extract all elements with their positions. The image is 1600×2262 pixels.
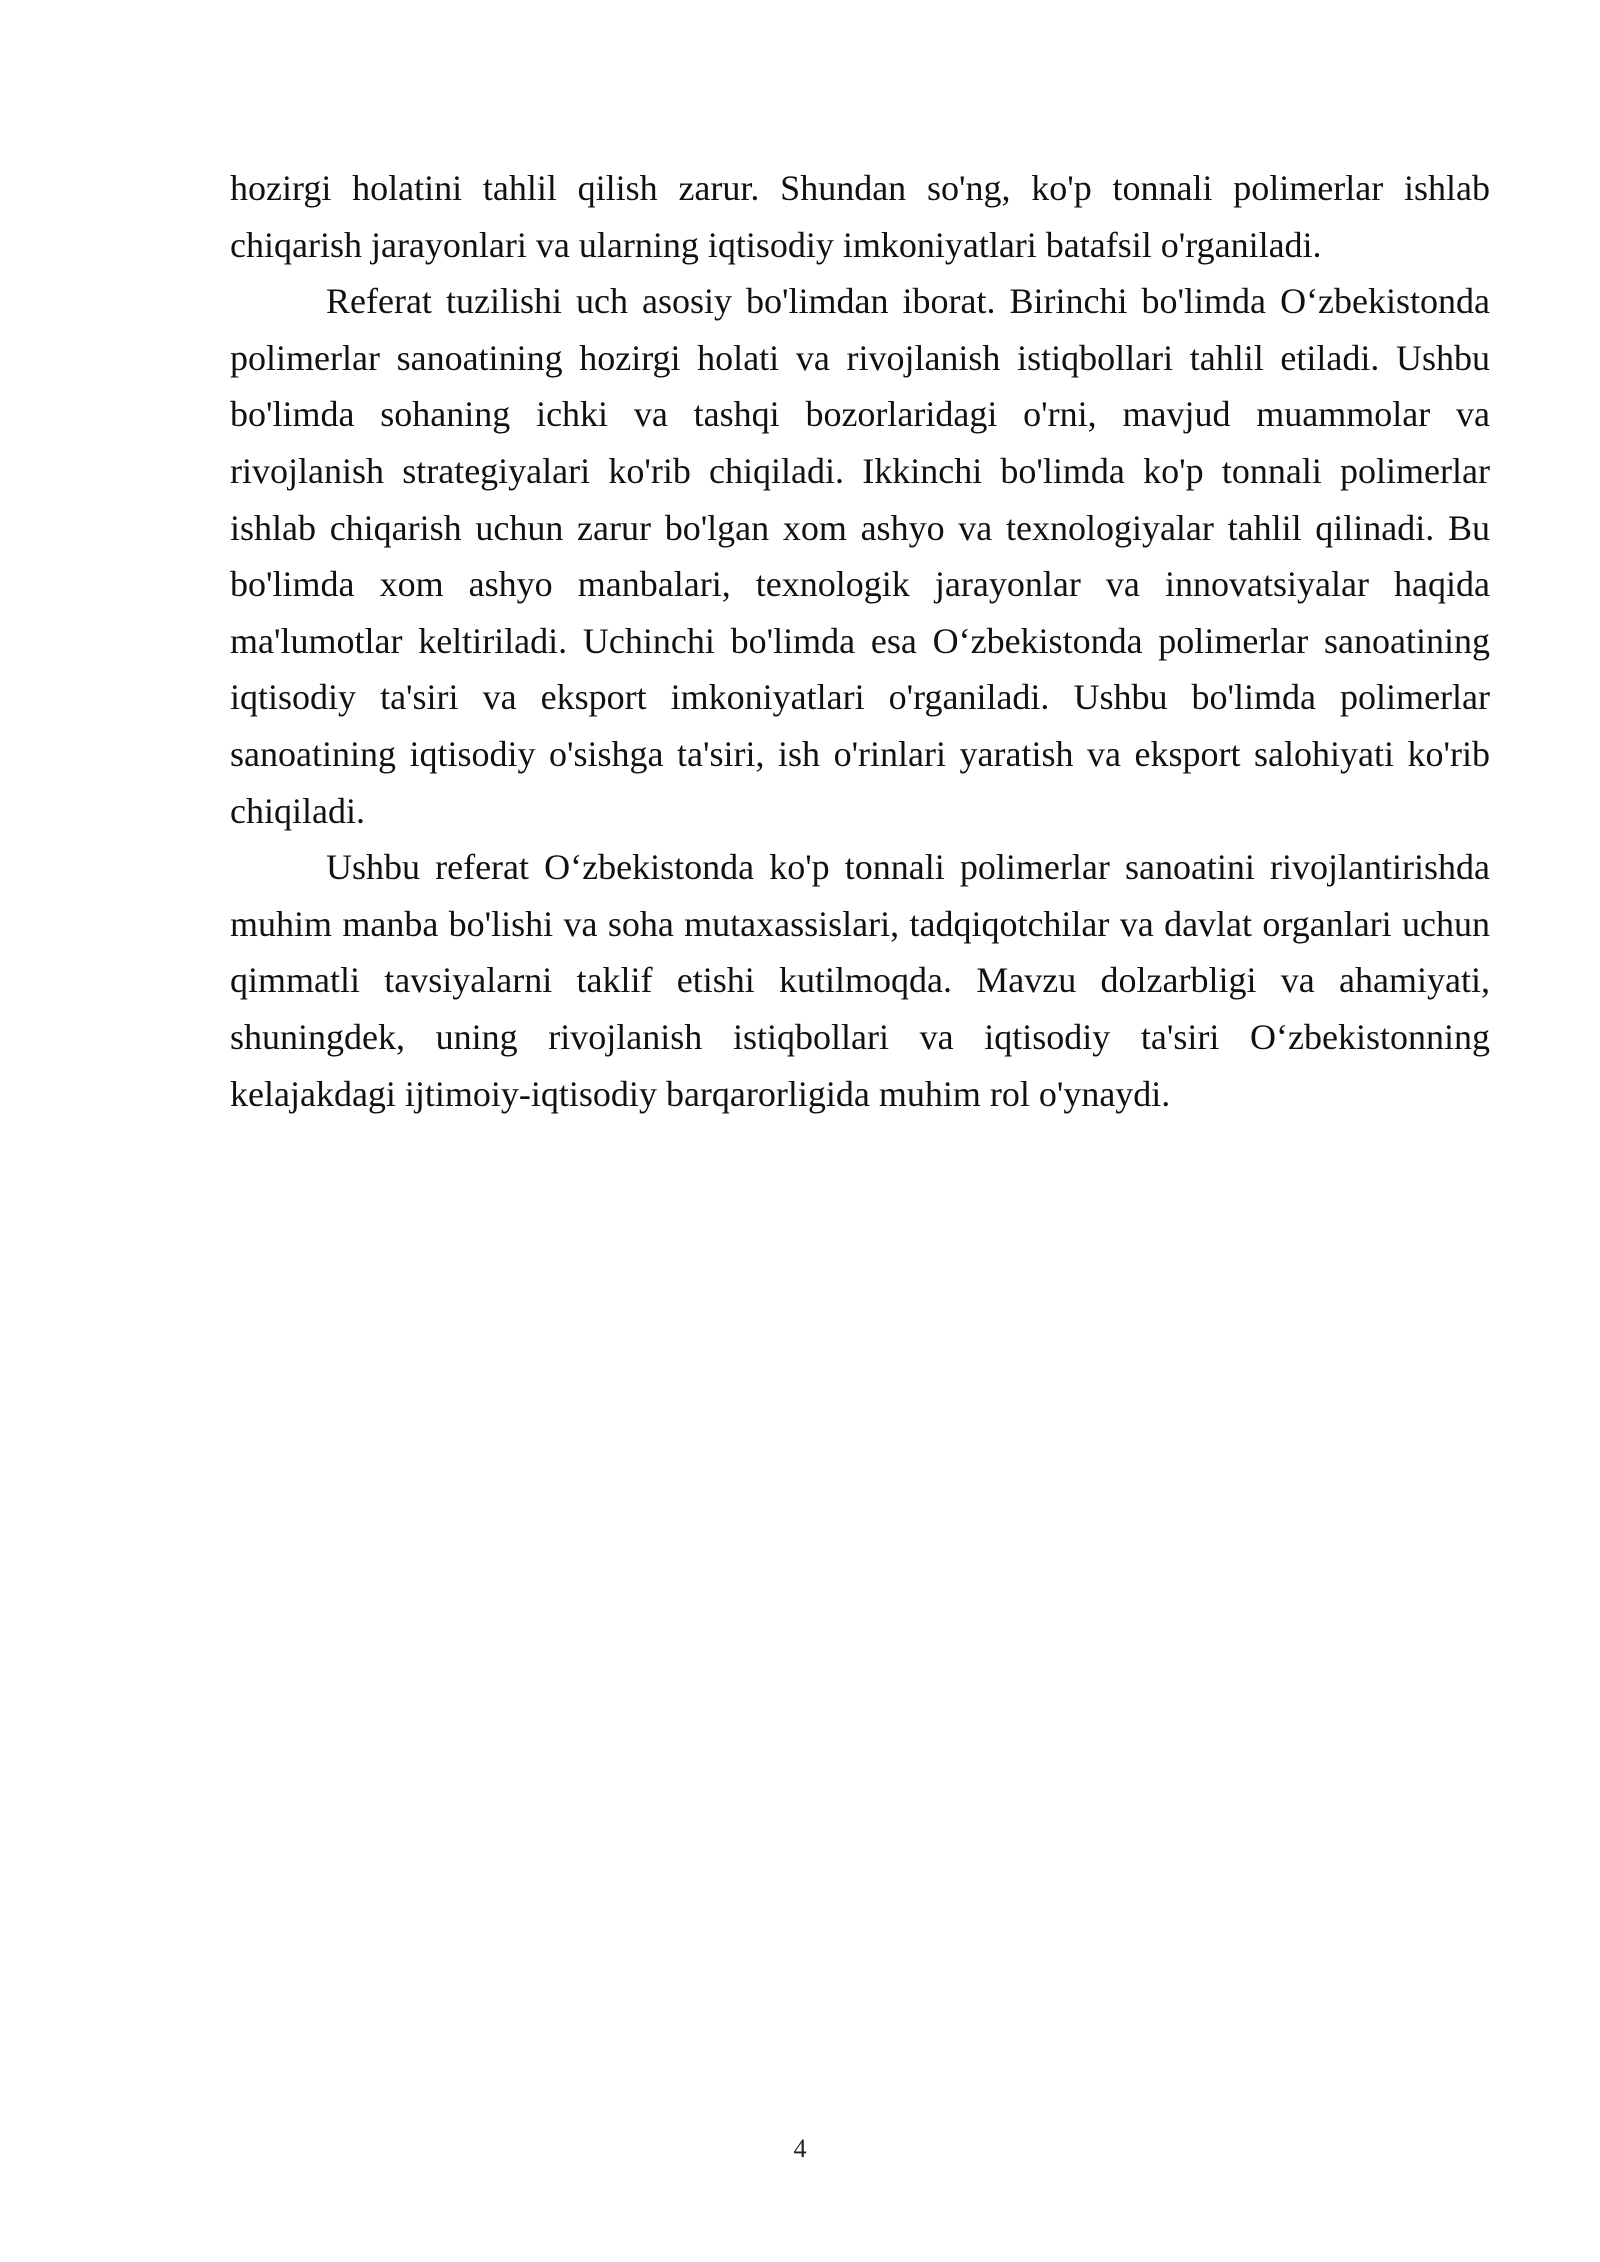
paragraph-conclusion: Ushbu referat O‘zbekistonda ko'p tonnali polimerlar sanoatini rivojlantirishda muhim manba bo'lishi va soha mutaxassislari, tadqiqotchilar va davlat organlari uchun qimmatli tavsiyalarni taklif etishi kutilmoqda. Mavzu dolzarbligi va ahamiyati, shuningdek, uning rivojlanish istiqbollari va iqtisodiy ta'siri O‘zbekistonning kelajakdagi ijtimoiy-iqtisodiy barqarorligida muhim rol o'ynaydi.	[230, 847, 1490, 1114]
body-text	[230, 160, 1490, 1122]
paragraph-continuation: hozirgi holatini tahlil qilish zarur. Shundan so'ng, ko'p tonnali polimerlar ishlab chiqarish jarayonlari va ularning iqtisodiy imkoniyatlari batafsil o'rganiladi.	[230, 168, 1490, 265]
page-number: 4	[793, 2134, 807, 2163]
paragraph-structure: Referat tuzilishi uch asosiy bo'limdan iborat. Birinchi bo'limda O‘zbekistonda polimerlar sanoatining hozirgi holati va rivojlanish istiqbollari tahlil etiladi. Ushbu bo'limda sohaning ichki va tashqi bozorlaridagi o'rni, mavjud muammolar va rivojlanish strategiyalari ko'rib chiqiladi. Ikkinchi bo'limda ko'p tonnali polimerlar ishlab chiqarish uchun zarur bo'lgan xom ashyo va texnologiyalar tahlil qilinadi. Bu bo'limda xom ashyo manbalari, texnologik jarayonlar va innovatsiyalar haqida ma'lumotlar keltiriladi. Uchinchi bo'limda esa O‘zbekistonda polimerlar sanoatining iqtisodiy ta'siri va eksport imkoniyatlari o'rganiladi. Ushbu bo'limda polimerlar sanoatining iqtisodiy o'sishga ta'siri, ish o'rinlari yaratish va eksport salohiyati ko'rib chiqiladi.	[230, 281, 1490, 831]
